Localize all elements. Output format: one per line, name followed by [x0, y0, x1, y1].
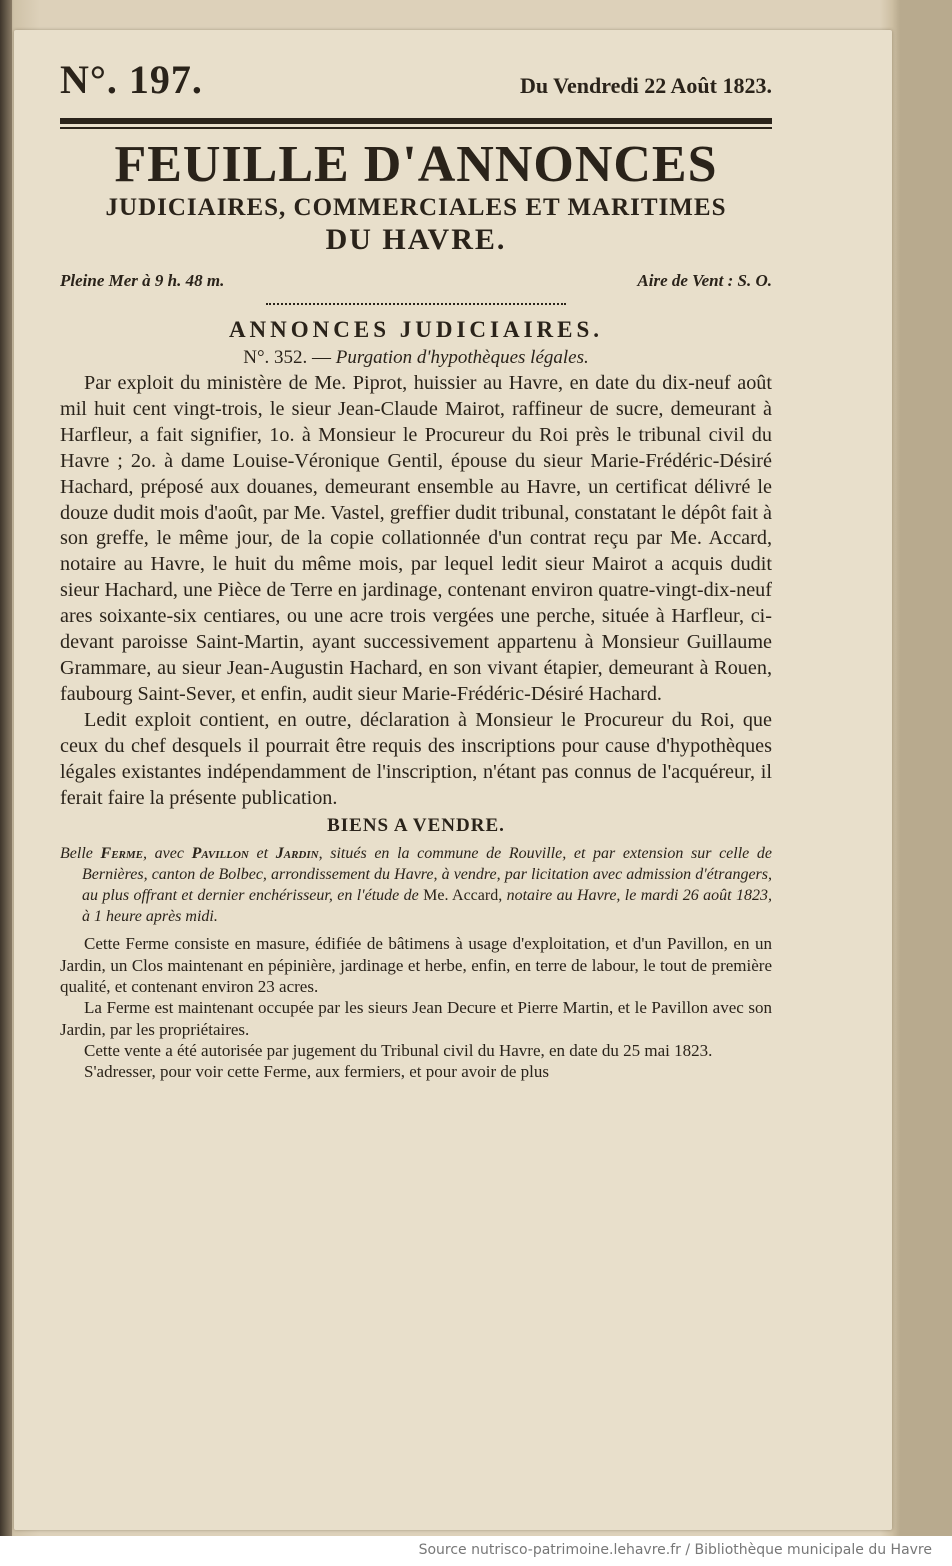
source-credit: Source nutrisco-patrimoine.lehavre.fr / Bibliothèque municipale du Havre [418, 1542, 932, 1558]
paragraph: Cette vente a été autorisée par jugement du Tribunal civil du Havre, en date du 25 mai 1823. [84, 1040, 713, 1060]
wind-direction: Aire de Vent : S. O. [637, 271, 772, 290]
book-spine [0, 0, 12, 1566]
high-tide: Pleine Mer à 9 h. 48 m. [60, 271, 225, 290]
newspaper-title: FEUILLE D'ANNONCES [114, 136, 718, 193]
lead-start: Belle [60, 845, 93, 863]
lead-end: notaire au Havre, le mardi 26 août 1823, à 1 heure après midi. [82, 887, 773, 926]
paragraph: La Ferme est maintenant occupée par les sieurs Jean Decure et Pierre Martin, et le Pavillon avec son Jardin, par les propriétaires. [60, 998, 772, 1039]
page-content [60, 56, 772, 1082]
paragraph: Ledit exploit contient, en outre, déclaration à Monsieur le Procureur du Roi, que ceux du chef desquels il pourrait être requis des inscriptions pour cause d'hypothèques légales existantes indépendamment de l'inscription, n'étant pas connus de l'acquéreur, il ferait faire la présente publication. [60, 708, 772, 809]
notice-number: N°. 352. — [243, 347, 332, 368]
masthead-rule-thick [60, 118, 772, 124]
sale-lead-paragraph [60, 843, 772, 927]
masthead-top-line [60, 56, 772, 112]
lead-ferme: Ferme [100, 845, 143, 863]
section-heading-sale: BIENS A VENDRE. [327, 815, 505, 837]
issue-number: N°. 197. [60, 57, 203, 102]
source-footer [0, 1536, 952, 1566]
lead-et: et [256, 845, 269, 863]
lead-pavillon: Pavillon [191, 845, 249, 863]
sale-notice-body [60, 933, 772, 1082]
newspaper-subtitle-city: DU HAVRE. [325, 223, 507, 256]
lead-rest: , situés en la commune de Rouville, et par extension sur celle de Bernières, canton de Bolbec, arrondissement du Havre, à vendre, par licitation avec admission d'étrangers, au plus offrant et dernier enchérisseur, en l'étude de [82, 845, 773, 905]
lead-avec: , avec [143, 845, 184, 863]
paragraph: Par exploit du ministère de Me. Piprot, huissier au Havre, en date du dix-neuf août mil huit cent vingt-trois, le sieur Jean-Claude Mairot, raffineur de sucre, demeurant à Harfleur, a fait signifier, 1o. à Monsieur le Procureur du Roi près le tribunal civil du Havre ; 2o. à dame Louise-Véronique Gentil, épouse du sieur Marie-Frédéric-Désiré Hachard, préposé aux douanes, demeurant ensemble au Havre, un certificat délivré le douze dudit mois d'août, par Me. Vastel, greffier dudit tribunal, constatant le dépôt fait à son greffe, le même jour, de la copie collationnée d'un contrat reçu par Me. Accard, notaire au Havre, le huit du même mois, par lequel ledit sieur Mairot a acquis dudit sieur Hachard, une Pièce de Terre en jardinage, contenant environ quatre-vingt-dix-neuf ares soixante-six centiares, ou une acre trois vergées une perche, située à Harfleur, ci-devant paroisse Saint-Martin, ayant successivement appartenu à Monsieur Guillaume Grammare, au sieur Jean-Augustin Hachard, en son vivant étapier, demeurant à Rouen, faubourg Saint-Sever, et enfin, audit sieur Marie-Frédéric-Désiré Hachard. [60, 372, 772, 705]
lead-notary: Me. Accard, [423, 887, 503, 905]
lead-jardin: Jardin [275, 845, 319, 863]
section-heading-judicial: ANNONCES JUDICIAIRES. [228, 317, 604, 342]
masthead-rule-thin [60, 127, 772, 129]
issue-date: Du Vendredi 22 Août 1823. [519, 73, 772, 98]
ornamental-divider [266, 293, 566, 305]
paragraph: Cette Ferme consiste en masure, édifiée de bâtimens à usage d'exploitation, et d'un Pavillon, en un Jardin, un Clos maintenant en pépinière, jardinage et herbe, enfin, en terre de labour, le tout de première qualité, et contenant environ 23 acres. [60, 934, 772, 996]
paragraph: S'adresser, pour voir cette Ferme, aux fermiers, et pour avoir de plus [84, 1062, 550, 1082]
tide-info-line [60, 271, 772, 291]
notice-title: Purgation d'hypothèques légales. [335, 347, 589, 368]
judicial-notice-body [60, 371, 772, 811]
notice-heading [60, 347, 772, 369]
newspaper-subtitle: JUDICIAIRES, COMMERCIALES ET MARITIMES [105, 194, 727, 221]
